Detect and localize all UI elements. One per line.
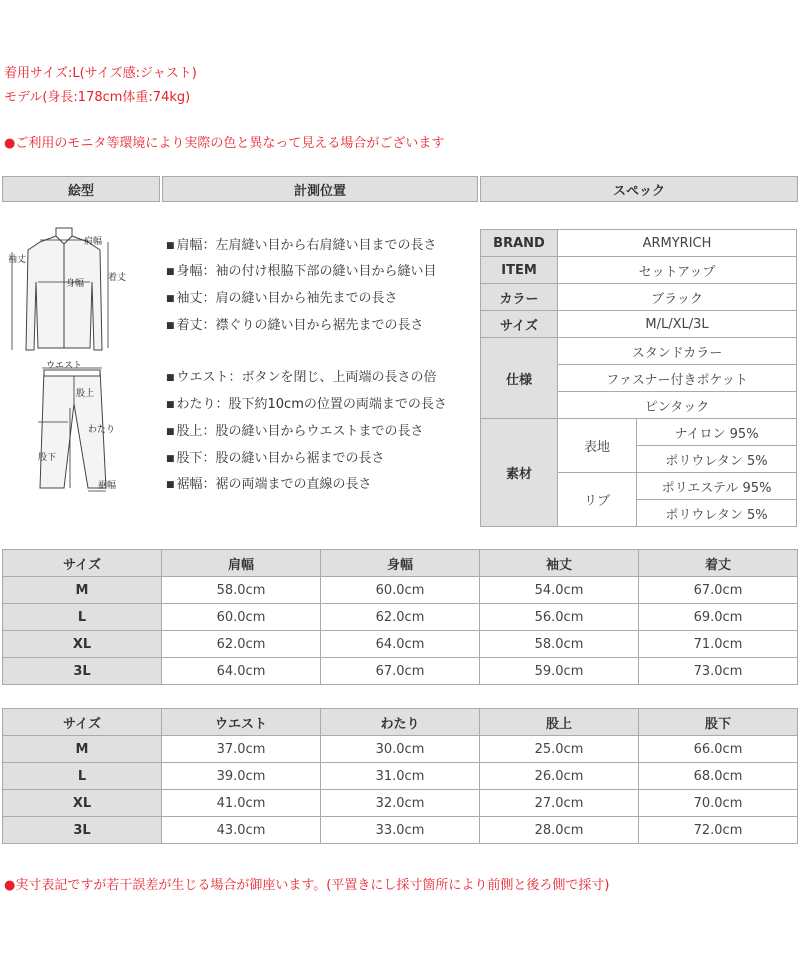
- table-cell: L: [3, 763, 162, 790]
- table-cell: XL: [3, 790, 162, 817]
- spec-value: ポリエステル 95%: [637, 473, 797, 500]
- table-cell: 27.0cm: [480, 790, 639, 817]
- label-length: 着丈: [108, 273, 127, 283]
- table-cell: 70.0cm: [639, 790, 798, 817]
- col-header: 股下: [639, 709, 798, 736]
- table-cell: 58.0cm: [162, 577, 321, 604]
- label-body: 身幅: [66, 279, 85, 289]
- spec-label: サイズ: [481, 311, 558, 338]
- table-cell: 28.0cm: [480, 817, 639, 844]
- model-body-text: モデル(身長:178cm体重:74kg): [4, 90, 191, 105]
- label-inseam: 股下: [38, 453, 57, 463]
- table-cell: 33.0cm: [321, 817, 480, 844]
- spec-label: BRAND: [481, 230, 558, 257]
- spec-value: ピンタック: [558, 392, 797, 419]
- table-cell: 59.0cm: [480, 658, 639, 685]
- spec-row-brand: [481, 230, 797, 257]
- table-cell: XL: [3, 631, 162, 658]
- table-cell: 41.0cm: [162, 790, 321, 817]
- col-header: ウエスト: [162, 709, 321, 736]
- table-cell: 25.0cm: [480, 736, 639, 763]
- header-illustration: 絵型: [2, 176, 160, 202]
- table-cell: 26.0cm: [480, 763, 639, 790]
- table-header-row: [3, 550, 798, 577]
- table-cell: 58.0cm: [480, 631, 639, 658]
- table-cell: M: [3, 736, 162, 763]
- table-cell: 30.0cm: [321, 736, 480, 763]
- table-cell: 69.0cm: [639, 604, 798, 631]
- spec-value: ARMYRICH: [558, 230, 797, 257]
- color-note: ●ご利用のモニタ等環境により実際の色と異なって見える場合がございます: [4, 136, 445, 151]
- spec-table: [480, 229, 797, 527]
- col-header: 肩幅: [162, 550, 321, 577]
- table-cell: 64.0cm: [321, 631, 480, 658]
- table-cell: 66.0cm: [639, 736, 798, 763]
- spec-value: スタンドカラー: [558, 338, 797, 365]
- spec-row-color: [481, 284, 797, 311]
- label-shoulder: 肩幅: [84, 237, 103, 247]
- table-cell: 60.0cm: [162, 604, 321, 631]
- table-cell: 62.0cm: [321, 604, 480, 631]
- spec-sublabel: リブ: [558, 473, 637, 527]
- label-thigh: わたり: [88, 425, 116, 435]
- label-rise: 股上: [76, 389, 95, 399]
- table-cell: 43.0cm: [162, 817, 321, 844]
- spec-row-size: [481, 311, 797, 338]
- measure-item: ■ 股下：股の縫い目から裾までの長さ: [166, 451, 385, 466]
- spec-row-item: [481, 257, 797, 284]
- col-header: 身幅: [321, 550, 480, 577]
- table-header-row: [3, 709, 798, 736]
- spec-value: ナイロン 95%: [637, 419, 797, 446]
- table-cell: 54.0cm: [480, 577, 639, 604]
- measure-item: ■ 肩幅：左肩縫い目から右肩縫い目までの長さ: [166, 238, 437, 253]
- label-hem: 裾幅: [98, 481, 117, 491]
- table-row: [3, 763, 798, 790]
- col-header: サイズ: [3, 550, 162, 577]
- table-row: [3, 736, 798, 763]
- measure-item: ■ わたり：股下約10cmの位置の両端までの長さ: [166, 397, 447, 412]
- col-header: わたり: [321, 709, 480, 736]
- header-measure: 計測位置: [162, 176, 478, 202]
- spec-label: 仕様: [481, 338, 558, 419]
- table-row: [3, 577, 798, 604]
- spec-value: セットアップ: [558, 257, 797, 284]
- table-cell: 3L: [3, 658, 162, 685]
- table-cell: 67.0cm: [639, 577, 798, 604]
- spec-value: ポリウレタン 5%: [637, 500, 797, 527]
- pants-diagram: [34, 360, 130, 500]
- table-cell: 32.0cm: [321, 790, 480, 817]
- table-cell: 62.0cm: [162, 631, 321, 658]
- table-cell: 39.0cm: [162, 763, 321, 790]
- spec-value: M/L/XL/3L: [558, 311, 797, 338]
- spec-label: 素材: [481, 419, 558, 527]
- table-cell: 31.0cm: [321, 763, 480, 790]
- col-header: 股上: [480, 709, 639, 736]
- table-row: [3, 604, 798, 631]
- spec-row-material: [481, 419, 797, 446]
- table-cell: 60.0cm: [321, 577, 480, 604]
- label-waist: ウエスト: [46, 361, 83, 371]
- measure-item: ■ 袖丈：肩の縫い目から袖先までの長さ: [166, 291, 398, 306]
- measure-item: ■ 身幅：袖の付け根脇下部の縫い目から縫い目: [166, 264, 437, 279]
- table-cell: 72.0cm: [639, 817, 798, 844]
- spec-value: ポリウレタン 5%: [637, 446, 797, 473]
- spec-label: カラー: [481, 284, 558, 311]
- measure-item: ■ 着丈：襟ぐりの縫い目から裾先までの長さ: [166, 318, 424, 333]
- table-row: [3, 631, 798, 658]
- jacket-diagram: [4, 222, 134, 358]
- table-cell: 67.0cm: [321, 658, 480, 685]
- table-cell: 71.0cm: [639, 631, 798, 658]
- table-cell: L: [3, 604, 162, 631]
- measure-item: ■ 股上：股の縫い目からウエストまでの長さ: [166, 424, 424, 439]
- header-spec: スペック: [480, 176, 798, 202]
- table-cell: 56.0cm: [480, 604, 639, 631]
- table-cell: 73.0cm: [639, 658, 798, 685]
- col-header: サイズ: [3, 709, 162, 736]
- spec-row-feature: [481, 338, 797, 365]
- table-row: [3, 790, 798, 817]
- label-sleeve: 袖丈: [8, 255, 27, 265]
- spec-sublabel: 表地: [558, 419, 637, 473]
- measure-item: ■ ウエスト：ボタンを閉じ、上両端の長さの倍: [166, 370, 437, 385]
- size-table-bottom: [2, 708, 798, 844]
- spec-value: ブラック: [558, 284, 797, 311]
- measure-item: ■ 裾幅：裾の両端までの直線の長さ: [166, 477, 372, 492]
- table-row: [3, 658, 798, 685]
- spec-value: ファスナー付きポケット: [558, 365, 797, 392]
- col-header: 着丈: [639, 550, 798, 577]
- table-cell: 68.0cm: [639, 763, 798, 790]
- size-table-top: [2, 549, 798, 685]
- table-cell: M: [3, 577, 162, 604]
- footer-note: ●実寸表記ですが若干誤差が生じる場合が御座います。(平置きにし採寸箇所により前側と後ろ側で採寸): [4, 878, 610, 893]
- model-size-text: 着用サイズ:L(サイズ感:ジャスト): [4, 66, 197, 81]
- spec-label: ITEM: [481, 257, 558, 284]
- table-cell: 64.0cm: [162, 658, 321, 685]
- col-header: 袖丈: [480, 550, 639, 577]
- table-cell: 3L: [3, 817, 162, 844]
- table-cell: 37.0cm: [162, 736, 321, 763]
- table-row: [3, 817, 798, 844]
